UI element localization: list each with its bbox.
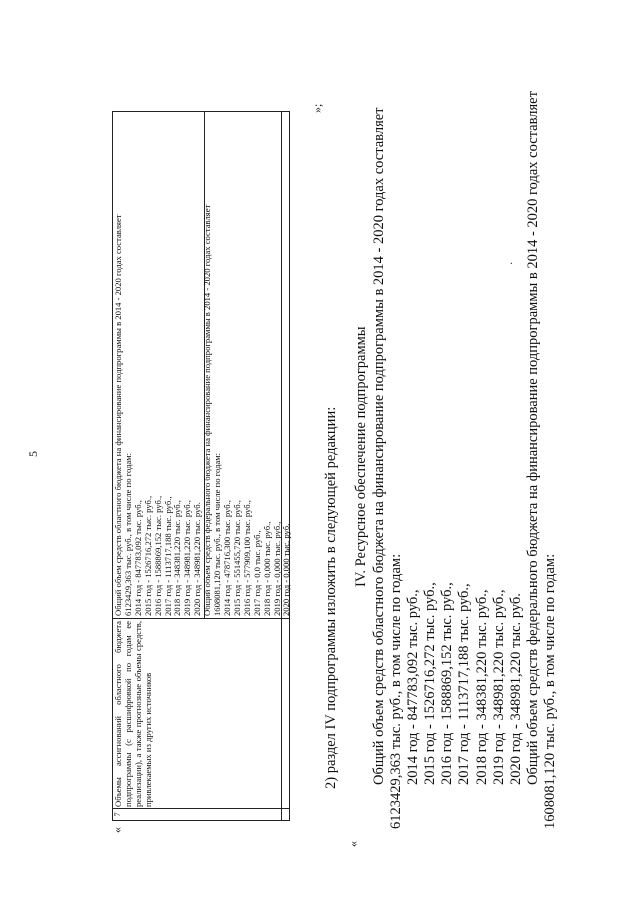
body-federal-intro-line: Общий объем средств федерального бюджета на финансирование подпрограммы в 2014 - 2020 годах составляет (524, 91, 541, 785)
federal-year: 2020 год - 0,000 тыс. руб. (281, 523, 292, 616)
row-number: 7 (112, 812, 122, 817)
body-federal-intro-continuation: 1608081,120 тыс. руб., в том числе по годам: (541, 553, 558, 829)
federal-year: 2014 год - 478716,300 тыс. руб., (221, 500, 232, 616)
regional-year: 2014 год - 847783,092 тыс. руб., (132, 500, 143, 616)
section-title: IV. Ресурсное обеспечение подпрограммы (353, 326, 369, 587)
closing-quote-mark: »; (310, 103, 324, 113)
federal-year: 2016 год - 577909,100 тыс. руб., (241, 500, 252, 616)
body-year-line: 2014 год - 847783,092 тыс. руб., (405, 589, 422, 785)
regional-year: 2015 год - 1526716,272 тыс. руб., (142, 495, 153, 616)
page-number: 5 (26, 451, 40, 457)
regional-funding-block (114, 114, 203, 616)
opening-quote-mark: « (110, 827, 124, 833)
row-label: Объемы ассигнований областного бюджета подпрограммы (с расшифровкой по годам ее реализации), а также прогнозные объемы средств, привлекаемых из других источников (113, 621, 153, 807)
body-year-line: 2018 год - 348381,220 тыс. руб., (473, 589, 490, 785)
federal-year: 2018 год - 0,000 тыс. руб., (261, 521, 272, 616)
federal-total: 1608081,120 тыс. руб., в том числе по годам: (212, 452, 223, 616)
amendment-item-2: 2) раздел IV подпрограммы изложить в следующей редакции: (323, 406, 339, 789)
federal-year: 2019 год - 0,000 тыс. руб., (271, 521, 282, 616)
federal-year: 2017 год - 0,0 тыс. руб., (251, 530, 262, 616)
body-year-line: 2016 год - 1588869,152 тыс. руб., (439, 582, 456, 785)
regional-year: 2017 год - 1113717,188 тыс. руб., (162, 496, 173, 616)
regional-intro: Общий объем средств областного бюджета на финансирование подпрограммы в 2014 - 2020 годах составляет (113, 214, 123, 616)
federal-year: 2015 год - 551455,720 тыс. руб., (231, 500, 242, 616)
stray-mark: · (507, 261, 518, 265)
regional-year: 2020 год - 348981,220 тыс. руб. (192, 502, 203, 616)
section-body (371, 91, 559, 829)
body-year-line: 2017 год - 1113717,188 тыс. руб., (456, 583, 473, 785)
regional-year: 2018 год - 348381,220 тыс. руб., (172, 500, 183, 616)
funding-cell (114, 114, 292, 616)
regional-total: 6123429,363 тыс. руб., в том числе по годам: (122, 452, 133, 616)
body-year-line: 2019 год - 348981,220 тыс. руб., (490, 589, 507, 785)
federal-funding-block (203, 114, 292, 616)
body-year-line: 2015 год - 1526716,272 тыс. руб., (422, 582, 439, 785)
program-table (112, 111, 290, 821)
body-intro-continuation: 6123429,363 тыс. руб., в том числе по годам: (388, 553, 405, 829)
table-divider (113, 808, 289, 809)
opening-quote-mark: « (346, 841, 360, 847)
regional-year: 2016 год - 1588869,152 тыс. руб., (152, 495, 163, 616)
body-intro-line: Общий объем средств областного бюджета на финансирование подпрограммы в 2014 - 2020 годах составляет (371, 107, 387, 785)
body-year-line: 2020 год - 348981,220 тыс. руб. (507, 593, 524, 785)
regional-year: 2019 год - 348981,220 тыс. руб., (182, 500, 193, 616)
federal-intro: Общий объем средств федерального бюджета на финансирование подпрограммы в 2014 - 2020 годах составляет (202, 204, 213, 616)
table-divider (113, 618, 289, 619)
